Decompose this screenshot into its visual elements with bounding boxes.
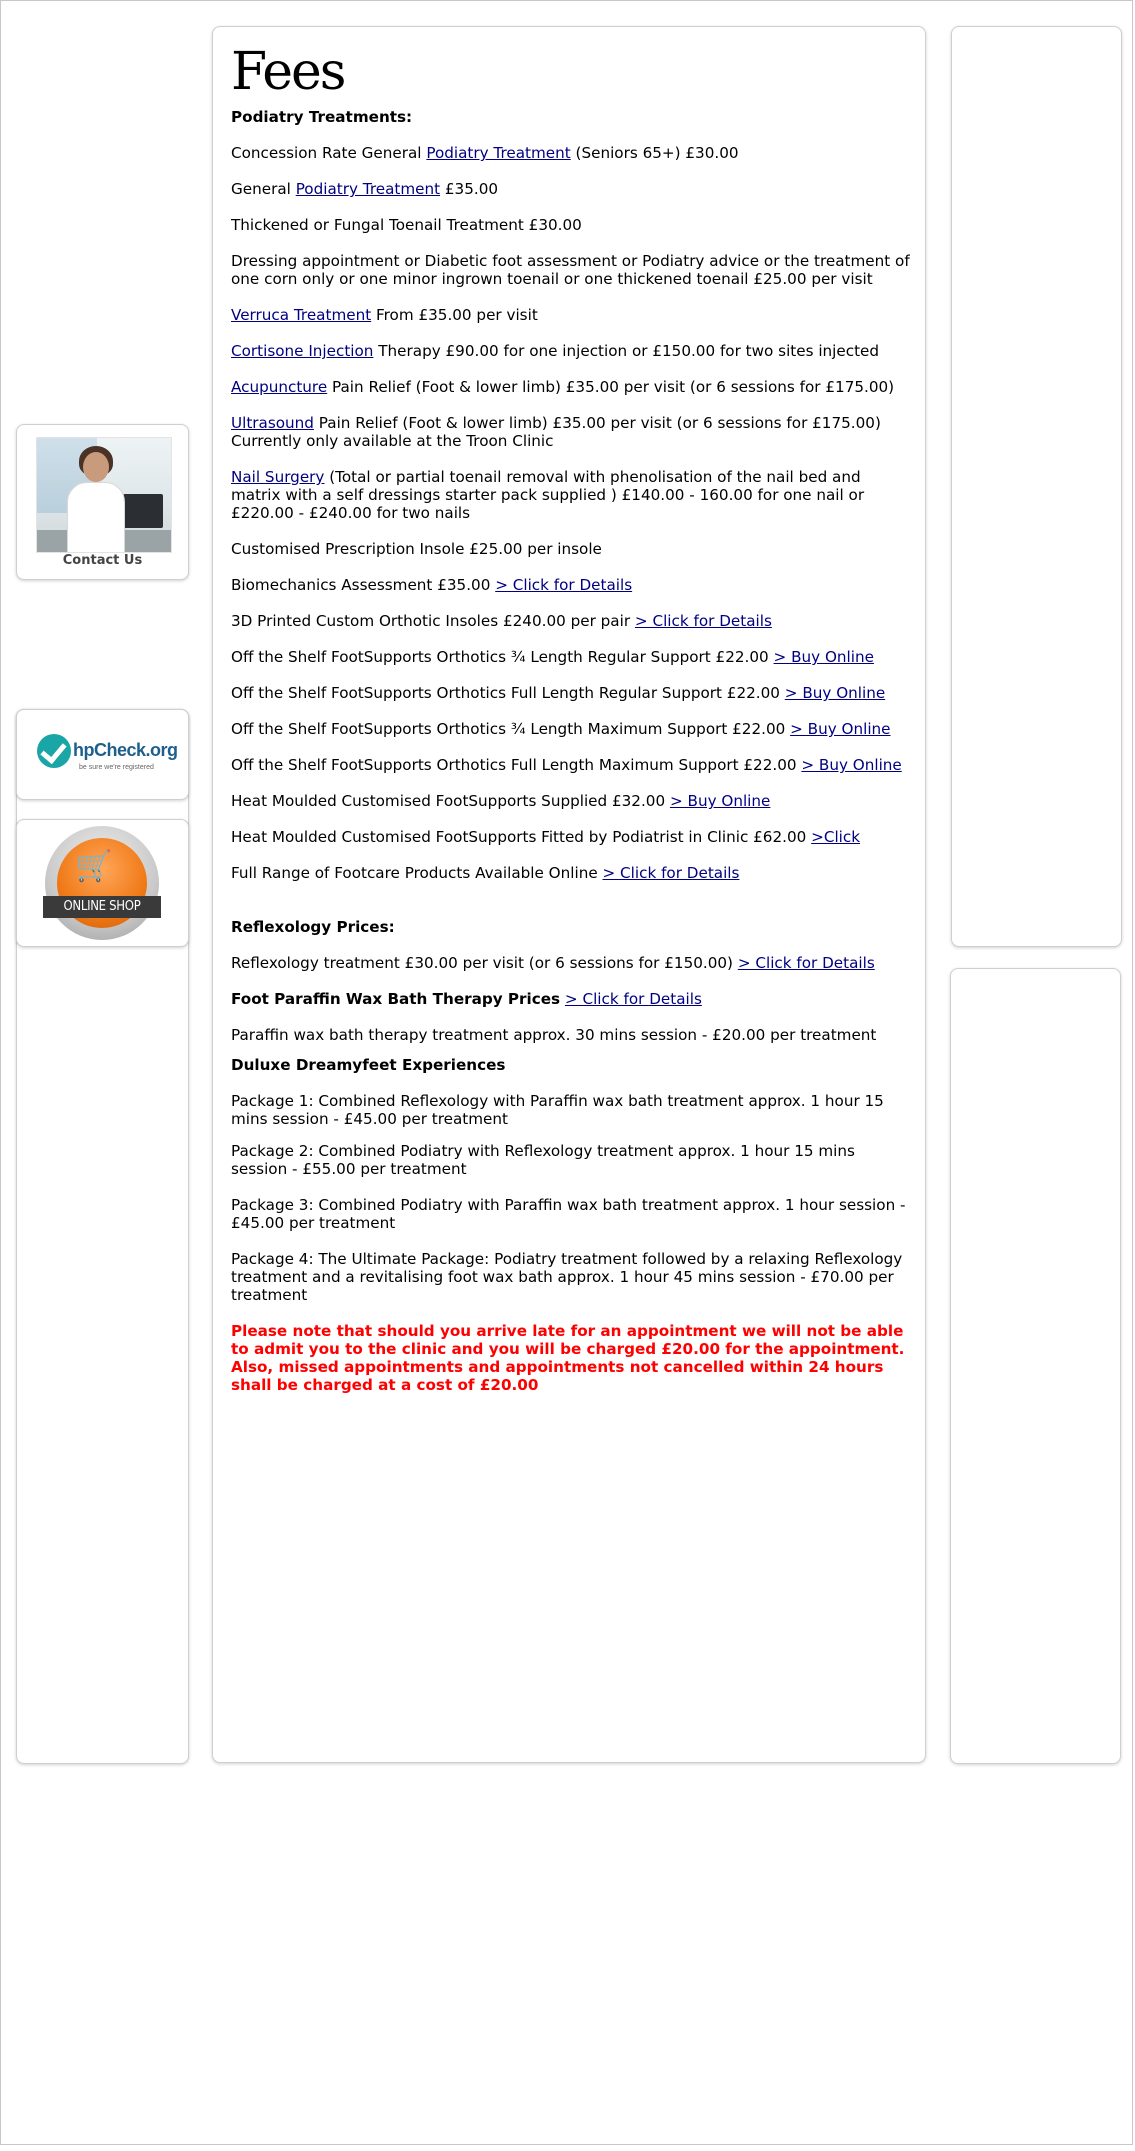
check-icon xyxy=(37,734,71,768)
biomechanics-details-link[interactable]: > Click for Details xyxy=(495,576,633,594)
hpcheck-logo-text: hpCheck.org xyxy=(73,740,178,760)
fee-cortisone: Cortisone Injection Therapy £90.00 for one injection or £150.00 for two sites injected xyxy=(231,342,880,360)
fee-biomechanics: Biomechanics Assessment £35.00 > Click for Details xyxy=(231,576,633,594)
buy-online-link[interactable]: > Buy Online xyxy=(784,684,886,702)
buy-online-link[interactable]: > Buy Online xyxy=(773,648,874,666)
reflexology-details-link[interactable]: > Click for Details xyxy=(737,954,875,972)
podiatry-treatment-link[interactable]: Podiatry Treatment xyxy=(426,144,571,162)
buy-online-link[interactable]: > Buy Online xyxy=(790,720,891,738)
online-shop-banner: ONLINE SHOP xyxy=(43,896,161,918)
online-shop-logo[interactable] xyxy=(45,826,161,942)
ultrasound-link[interactable]: Ultrasound xyxy=(231,414,314,432)
fee-prescription-insole: Customised Prescription Insole £25.00 per insole xyxy=(231,540,602,558)
fee-shelf-full-regular: Off the Shelf FootSupports Orthotics Full Length Regular Support £22.00 > Buy Online xyxy=(231,684,886,702)
podiatry-heading: Podiatry Treatments: xyxy=(231,108,413,126)
fee-heat-moulded-supplied: Heat Moulded Customised FootSupports Supplied £32.00 > Buy Online xyxy=(231,792,771,810)
reflexology-heading: Reflexology Prices: xyxy=(231,918,395,936)
fee-ultrasound: Ultrasound Pain Relief (Foot & lower limb) £35.00 per visit (or 6 sessions for £175.00) Currently only available at the Troon Clinic xyxy=(231,414,881,450)
package-3: Package 3: Combined Podiatry with Paraffin wax bath treatment approx. 1 hour session - £45.00 per treatment xyxy=(231,1196,906,1232)
package-4: Package 4: The Ultimate Package: Podiatry treatment followed by a relaxing Reflexology treatment and a revitalising foot wax bath approx. 1 hour 45 mins session - £70.00 per treatment xyxy=(231,1250,903,1304)
page-title: Fees xyxy=(231,42,345,102)
click-link[interactable]: >Click xyxy=(811,828,861,846)
fee-paraffin: Paraffin wax bath therapy treatment approx. 30 mins session - £20.00 per treatment xyxy=(231,1026,877,1044)
nail-surgery-link[interactable]: Nail Surgery xyxy=(231,468,325,486)
paraffin-heading: Foot Paraffin Wax Bath Therapy Prices > Click for Details xyxy=(231,990,702,1008)
right-sidebar-panel-bottom xyxy=(950,968,1121,1764)
acupuncture-link[interactable]: Acupuncture xyxy=(231,378,328,396)
right-sidebar-panel-top xyxy=(951,26,1122,947)
shopping-cart-icon: 🛒 xyxy=(75,849,113,884)
fee-concession: Concession Rate General Podiatry Treatment (Seniors 65+) £30.00 xyxy=(231,144,739,162)
hpcheck-widget[interactable] xyxy=(16,709,189,800)
dreamyfeet-heading: Duluxe Dreamyfeet Experiences xyxy=(231,1056,506,1074)
contact-photo[interactable] xyxy=(36,437,172,553)
buy-online-link[interactable]: > Buy Online xyxy=(801,756,902,774)
online-shop-widget[interactable] xyxy=(16,819,189,947)
package-2: Package 2: Combined Podiatry with Reflexology treatment approx. 1 hour 15 mins session - £55.00 per treatment xyxy=(231,1142,855,1178)
contact-us-widget[interactable] xyxy=(16,424,189,580)
paraffin-details-link[interactable]: > Click for Details xyxy=(564,990,702,1008)
podiatry-treatment-link[interactable]: Podiatry Treatment xyxy=(295,180,441,198)
late-cancellation-notice: Please note that should you arrive late for an appointment we will not be able to admit you to the clinic and you will be charged £20.00 for the appointment. Also, missed appointments and appointments not cancelled within 24 hours shall be charged at a cost of £20.00 xyxy=(231,1322,905,1394)
fee-shelf-34-regular: Off the Shelf FootSupports Orthotics ¾ Length Regular Support £22.00 > Buy Online xyxy=(231,648,874,666)
hpcheck-logo[interactable] xyxy=(35,732,178,778)
footcare-details-link[interactable]: > Click for Details xyxy=(602,864,740,882)
fee-3d-insoles: 3D Printed Custom Orthotic Insoles £240.00 per pair > Click for Details xyxy=(231,612,772,630)
fee-dressing: Dressing appointment or Diabetic foot assessment or Podiatry advice or the treatment of one corn only or one minor ingrown toenail or one thickened toenail £25.00 per visit xyxy=(231,252,910,288)
verruca-treatment-link[interactable]: Verruca Treatment xyxy=(231,306,372,324)
3d-insoles-details-link[interactable]: > Click for Details xyxy=(634,612,772,630)
cortisone-injection-link[interactable]: Cortisone Injection xyxy=(231,342,374,360)
fee-reflexology: Reflexology treatment £30.00 per visit (or 6 sessions for £150.00) > Click for Details xyxy=(231,954,875,972)
hpcheck-tagline: be sure we're registered xyxy=(79,764,154,771)
fee-heat-moulded-fitted: Heat Moulded Customised FootSupports Fitted by Podiatrist in Clinic £62.00 >Click xyxy=(231,828,861,846)
fee-general: General Podiatry Treatment £35.00 xyxy=(231,180,499,198)
fee-thickened-toenail: Thickened or Fungal Toenail Treatment £30.00 xyxy=(231,216,582,234)
contact-us-label[interactable]: Contact Us xyxy=(62,553,143,568)
fee-footcare-range: Full Range of Footcare Products Available Online > Click for Details xyxy=(231,864,740,882)
fee-acupuncture: Acupuncture Pain Relief (Foot & lower limb) £35.00 per visit (or 6 sessions for £175.00) xyxy=(231,378,895,396)
package-1: Package 1: Combined Reflexology with Paraffin wax bath treatment approx. 1 hour 15 mins session - £45.00 per treatment xyxy=(231,1092,884,1128)
fee-shelf-34-maximum: Off the Shelf FootSupports Orthotics ¾ Length Maximum Support £22.00 > Buy Online xyxy=(231,720,891,738)
fee-verruca: Verruca Treatment From £35.00 per visit xyxy=(231,306,538,324)
fee-nail-surgery: Nail Surgery (Total or partial toenail removal with phenolisation of the nail bed and matrix with a self dressings starter pack supplied ) £140.00 - 160.00 for one nail or £220.00 - £240.00 for two nails xyxy=(231,468,865,522)
fee-shelf-full-maximum: Off the Shelf FootSupports Orthotics Full Length Maximum Support £22.00 > Buy Online xyxy=(231,756,902,774)
buy-online-link[interactable]: > Buy Online xyxy=(669,792,771,810)
